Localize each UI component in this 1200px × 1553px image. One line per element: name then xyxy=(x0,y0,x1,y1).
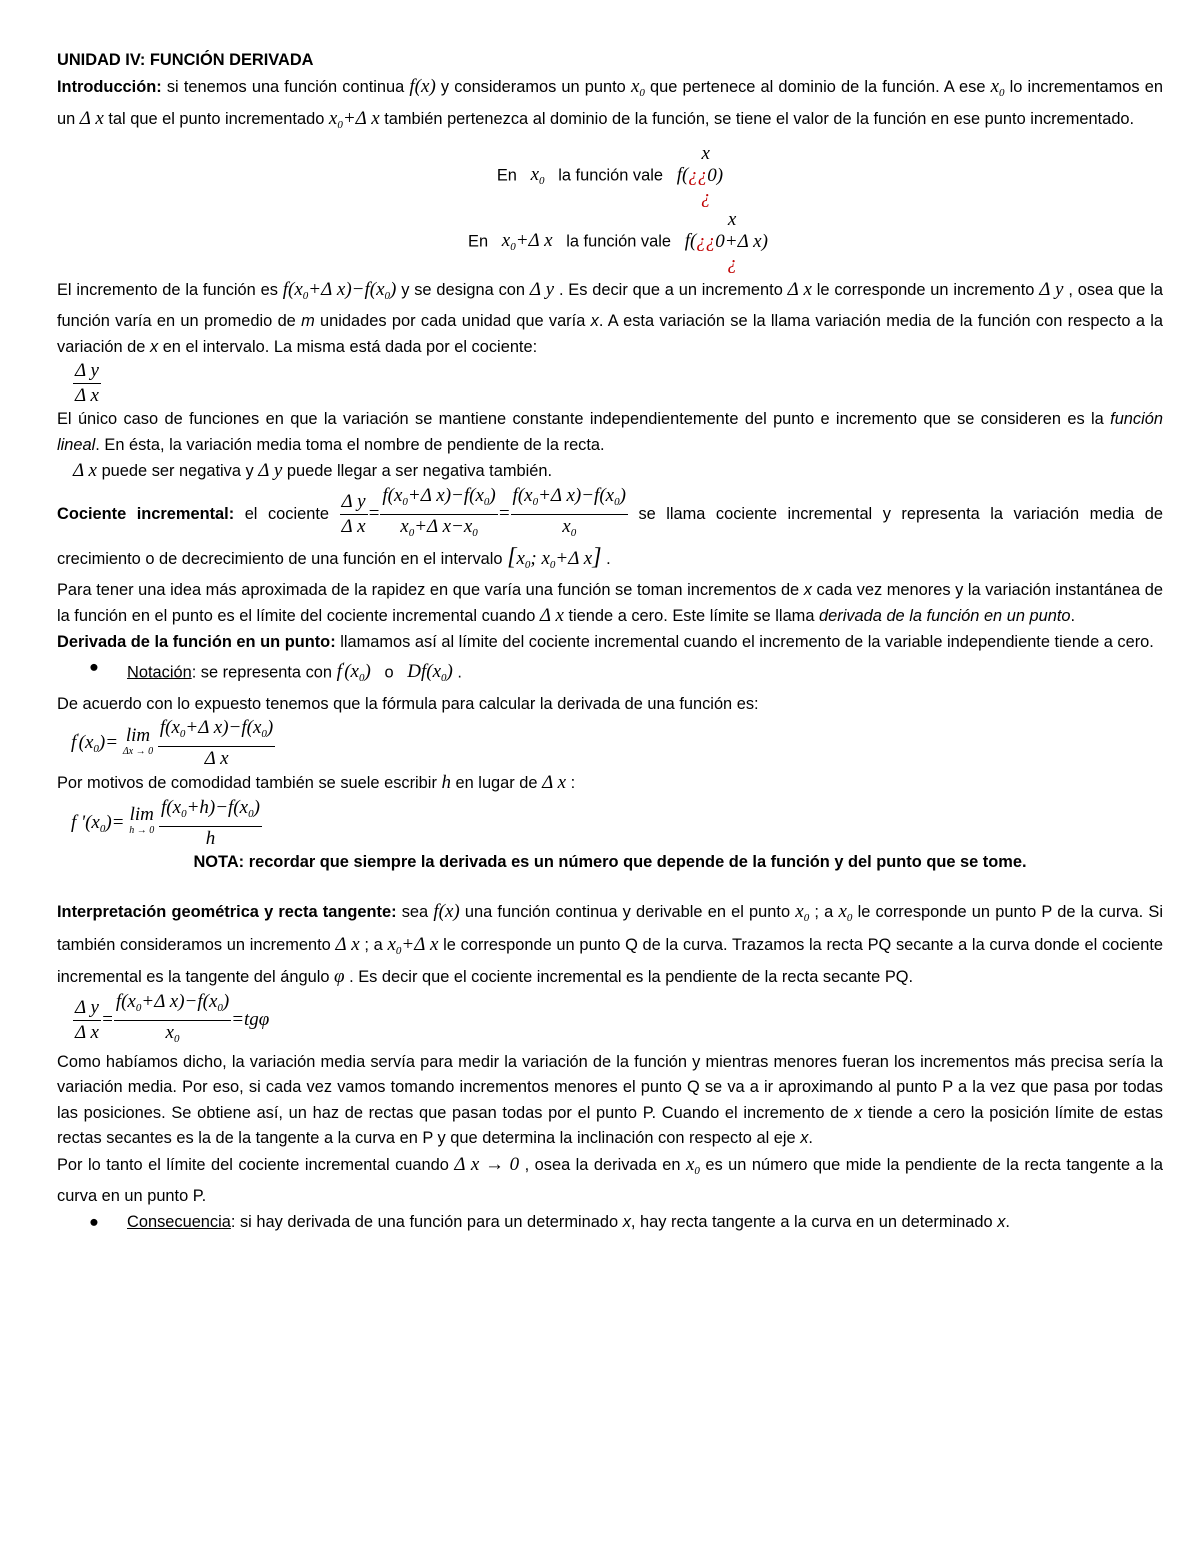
math-fprime-x0: $f'(x_0)$ xyxy=(336,661,371,685)
math-interval: [$x_0$; $x_0+\Delta$ x] xyxy=(507,543,602,571)
math-fx: f(x) xyxy=(433,901,460,923)
math-x0: $x_0$ xyxy=(990,75,1005,99)
math-fx: f(x) xyxy=(409,75,436,97)
rapidez-paragraph: Para tener una idea más aproximada de la rapidez en que varía una función se toman incrementos de x cada vez menores y la variación instantánea de la función en el punto es el límite del cociente incremental cuando Δ x tiende a cero. Este límite se llama derivada de la función en un punto. xyxy=(57,580,1163,626)
math-x0: $x_0$ xyxy=(838,901,853,925)
math-dy: Δ y xyxy=(529,278,555,300)
derivada-paragraph: Derivada de la función en un punto: llamamos así al límite del cociente incremental cuando el incremento de la variable independiente tiende a cero. xyxy=(57,632,1154,651)
math-f-broken-1: f( x ¿¿0) ¿ xyxy=(676,142,724,208)
cociente-paragraph: Cociente incremental: el cociente $\frac{\text{Δ y}}{\text{Δ x}}$ = $\frac{f(x_0+\Delta x)-f(x_0)}{x_0+\Delta x-x_0}$ = $\frac{f(x_0+\Delta x)-f(x_0)}{x_0}$ se llama cociente incremental y representa la variación media de crecimiento o de decrecimiento de una función en el intervalo [$x_0$; $x_0+\Delta$ x] . xyxy=(57,484,1164,571)
porlotanto-paragraph: Por lo tanto el límite del cociente incremental cuando Δ x → 0 , osea la derivada en $x_0$ es un número que mide la pendiente de la recta tangente a la curva en un punto P. xyxy=(57,1153,1163,1206)
notacion-bullet: ● Notación: se representa con $f'(x_0)$ o $Df(x_0)$ . xyxy=(57,655,1163,692)
derivative-formula-h xyxy=(57,797,1163,850)
dy-dx-fraction xyxy=(57,360,1163,407)
en-x0-line: En $x_0$ la función vale f( x ¿¿0) ¿ xyxy=(496,142,724,208)
math-dx-to-zero: Δ x → 0 xyxy=(454,1153,520,1175)
math-limit-h: f '$(x_0)=$ lim h → 0 $\frac{f(x_0+h)-f(x_0)}{h}$ xyxy=(71,796,260,849)
math-cociente-incremental: $\frac{\text{Δ y}}{\text{Δ x}}$ = $\frac{f(x_0+\Delta x)-f(x_0)}{x_0+\Delta x-x_0}$ = $\frac{f(x_0+\Delta x)-f(x_0)}{x_0}$ xyxy=(341,484,626,539)
formula-intro: De acuerdo con lo expuesto tenemos que la fórmula para calcular la derivada de una función es: xyxy=(57,694,759,713)
math-x0-plus-dx: $x_0+\Delta$ x xyxy=(328,108,380,131)
en-x0-dx-line: En $x_0+\Delta$ x la función vale f( x ¿¿0+Δ x) ¿ xyxy=(468,208,768,274)
bullet-icon: ● xyxy=(89,1212,99,1231)
document-page xyxy=(57,48,1163,1235)
derivative-formula-dx xyxy=(57,717,1163,770)
unico-paragraph: El único caso de funciones en que la variación se mantiene constante independientemente del punto e incremento que se consideren es la función lineal. En ésta, la variación media toma el nombre de pendiente de la recta. xyxy=(57,410,1163,454)
incremento-paragraph: El incremento de la función es $f(x_0+\Delta$ $x)-f(x_0)$ y se designa con Δ y . Es decir que a un incremento Δ x le corresponde un incremento Δ y , osea que la función varía en un promedio de m unidades por cada unidad que varía x. A esta variación se la llama variación media de la función con respecto a la variación de x en el intervalo. La misma está dada por el cociente: xyxy=(57,278,1163,356)
math-dx: Δ x xyxy=(335,933,360,955)
math-tg-phi: $\frac{\text{Δ y}}{\text{Δ x}}$ = $\frac{f(x_0+\Delta x)-f(x_0)}{x_0}$ =tgφ xyxy=(75,990,270,1045)
intro-paragraph: Introducción: si tenemos una función continua f(x) y consideramos un punto $x_0$ que pertenece al dominio de la función. A ese $x_0$ lo incrementamos en un Δ x tal que el punto incrementado $x_0+\Delta$ x también pertenezca al dominio de la función, se tiene el valor de la función en ese punto incrementado. xyxy=(57,75,1163,131)
math-x0: $x_0$ xyxy=(530,163,545,187)
math-phi: φ xyxy=(334,966,345,988)
intro-label: Introducción: xyxy=(57,77,162,96)
nota-line xyxy=(57,850,1163,876)
math-dx: Δ x xyxy=(539,605,564,626)
consecuencia-bullet: ● Consecuencia: si hay derivada de una función para un determinado x, hay recta tangente a la curva en un determinado x. xyxy=(57,1210,1163,1236)
derivada-label: Derivada de la función en un punto: xyxy=(57,632,336,651)
title-text: UNIDAD IV: FUNCIÓN DERIVADA xyxy=(57,51,314,69)
math-dy: Δ y xyxy=(258,460,283,481)
math-Df-x0: $Df(x_0)$ xyxy=(407,661,453,685)
spacer xyxy=(57,875,1163,899)
math-dy-over-dx: $\frac{\text{Δ y}}{\text{Δ x}}$ xyxy=(75,360,99,406)
math-dx: Δ x xyxy=(787,278,812,300)
nota-text: NOTA: recordar que siempre la derivada es un número que depende de la función y del punto que se tome. xyxy=(193,852,1027,871)
geom-label: Interpretación geométrica y recta tangente: xyxy=(57,903,397,922)
math-x0-plus-dx: $x_0+\Delta$ x xyxy=(501,229,553,253)
cociente-label: Cociente incremental: xyxy=(57,504,235,523)
math-dx: Δ x xyxy=(542,772,567,794)
math-limit-dx: $f'(x_0)=$ lim Δx → 0 $\frac{f(x_0+\Delta x)-f(x_0)}{\text{Δ x}}$ xyxy=(71,717,274,770)
notacion-label: Notación xyxy=(127,663,192,682)
math-increment-expr: $f(x_0+\Delta$ $x)-f(x_0)$ xyxy=(282,278,397,302)
comodidad-line: Por motivos de comodidad también se suele escribir h en lugar de Δ x : xyxy=(57,772,576,794)
tangent-formula xyxy=(57,991,1163,1050)
math-dx: Δ x xyxy=(79,108,104,129)
geometric-paragraph: Interpretación geométrica y recta tangente: sea f(x) una función continua y derivable en el punto $x_0$ ; a $x_0$ le corresponde un punto P de la curva. Si también consideramos un incremento Δ x ; a $x_0+\Delta$ x le corresponde un punto Q de la curva. Trazamos la recta PQ secante a la curva donde el cociente incremental es la tangente del ángulo φ . Es decir que el cociente incremental es la pendiente de la recta secante PQ. xyxy=(57,901,1163,988)
math-dx: Δ x xyxy=(73,460,97,481)
negativa-line: Δ x puede ser negativa y Δ y puede llegar a ser negativa también. xyxy=(73,460,553,481)
bullet-icon: ● xyxy=(89,658,99,676)
consecuencia-label: Consecuencia xyxy=(127,1212,231,1231)
math-x0: $x_0$ xyxy=(685,1153,700,1177)
como-paragraph: Como habíamos dicho, la variación media servía para medir la variación de la función y mientras menores fueran los incrementos más precisa sería la variación media. Por eso, si cada vez vamos tomando incrementos menores el punto Q se va a ir aproximando al punto P a la vez que pasa por todas las posiciones. Se obtiene así, un haz de rectas que pasan todas por el punto P. Cuando el incremento de x tiende a cero la posición límite de estas rectas secantes es la de la tangente a la curva en P y que determina la inclinación con respecto al eje x. xyxy=(57,1052,1163,1148)
math-x0: $x_0$ xyxy=(630,75,645,99)
math-x0-plus-dx: $x_0+\Delta$ x xyxy=(387,933,439,957)
math-f-broken-2: f( x ¿¿0+Δ x) ¿ xyxy=(684,208,768,274)
math-x0: $x_0$ xyxy=(795,901,810,925)
math-dy: Δ y xyxy=(1039,278,1064,300)
math-h: h xyxy=(441,772,451,794)
page-title xyxy=(57,48,1163,74)
